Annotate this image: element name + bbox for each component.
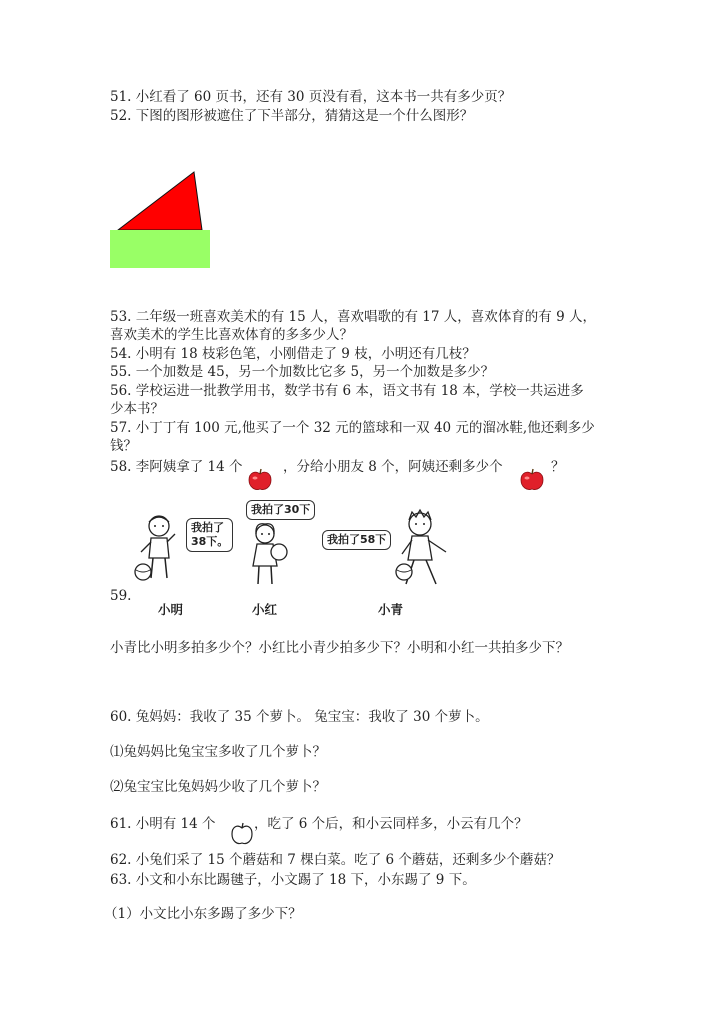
question-56-line1: 56. 学校运进一批教学用书，数学书有 6 本，语文书有 18 本，学校一共运进多: [110, 383, 584, 399]
question-59-text: 小青比小明多拍多少个？小红比小青少拍多少下？小明和小红一共拍多少下？: [110, 640, 569, 656]
question-57-line2: 钱？: [110, 438, 137, 454]
question-61-part2: ，吃了 6 个后，和小云同样多，小云有几个？: [254, 816, 528, 832]
question-60-1: ⑴兔妈妈比兔宝宝多收了几个萝卜？: [110, 744, 326, 760]
green-cover-rectangle: [110, 230, 210, 268]
apple-outline-icon: [230, 822, 254, 846]
question-60: 60. 兔妈妈：我收了 35 个萝卜。 兔宝宝：我收了 30 个萝卜。: [110, 709, 489, 725]
question-55: 55. 一个加数是 45，另一个加数比它多 5，另一个加数是多少？: [110, 364, 495, 380]
kid-xiaoqing: [392, 508, 454, 594]
question-56-line2: 少本书？: [110, 401, 164, 417]
question-51: 51. 小红看了 60 页书，还有 30 页没有看，这本书一共有多少页？: [110, 89, 512, 105]
kid-xiaohong: [243, 522, 293, 590]
bubble-text-xiaohong: 我拍了30下: [251, 503, 311, 516]
speech-bubble-xiaohong: [246, 500, 315, 520]
question-61-part1: 61. 小明有 14 个: [110, 816, 216, 832]
question-58-part2: ，分给小朋友 8 个，阿姨还剩多少个: [283, 459, 503, 475]
kid-name-xiaoqing: 小青: [378, 602, 404, 617]
question-59-number: 59.: [110, 588, 132, 604]
question-62: 62. 小兔们采了 15 个蘑菇和 7 棵白菜。吃了 6 个蘑菇，还剩多少个蘑菇？: [110, 852, 561, 868]
bubble-text-xiaoming: 我拍了 38下。: [191, 521, 229, 548]
apple-icon: [518, 468, 546, 492]
question-60-2: ⑵兔宝宝比兔妈妈少收了几个萝卜？: [110, 779, 326, 795]
kid-name-xiaoming: 小明: [158, 602, 184, 617]
speech-bubble-xiaoming: [186, 518, 233, 552]
apple-icon: [247, 468, 273, 492]
speech-bubble-xiaoqing: [322, 530, 391, 550]
hidden-shape-figure: [108, 168, 214, 272]
kid-xiaoming: [133, 512, 183, 587]
question-63-1: （1）小文比小东多踢了多少下？: [104, 906, 302, 922]
kid-name-xiaohong: 小红: [252, 602, 278, 617]
question-63: 63. 小文和小东比踢毽子，小文踢了 18 下，小东踢了 9 下。: [110, 872, 476, 888]
question-58-part3: ？: [551, 459, 565, 475]
red-triangle: [118, 172, 202, 230]
question-58-part1: 58. 李阿姨拿了 14 个: [110, 459, 243, 475]
question-54: 54. 小明有 18 枝彩色笔，小刚借走了 9 枝，小明还有几枝？: [110, 346, 476, 362]
question-53-line2: 喜欢美术的学生比喜欢体育的多多少人？: [110, 327, 353, 343]
bubble-text-xiaoqing: 我拍了58下: [327, 533, 387, 546]
question-53-line1: 53. 二年级一班喜欢美术的有 15 人，喜欢唱歌的有 17 人，喜欢体育的有 9 人，: [110, 309, 596, 325]
question-57-line1: 57. 小丁丁有 100 元,他买了一个 32 元的篮球和一双 40 元的溜冰鞋,他还剩多少: [110, 420, 595, 436]
question-52: 52. 下图的图形被遮住了下半部分，猜猜这是一个什么图形？: [110, 108, 474, 124]
